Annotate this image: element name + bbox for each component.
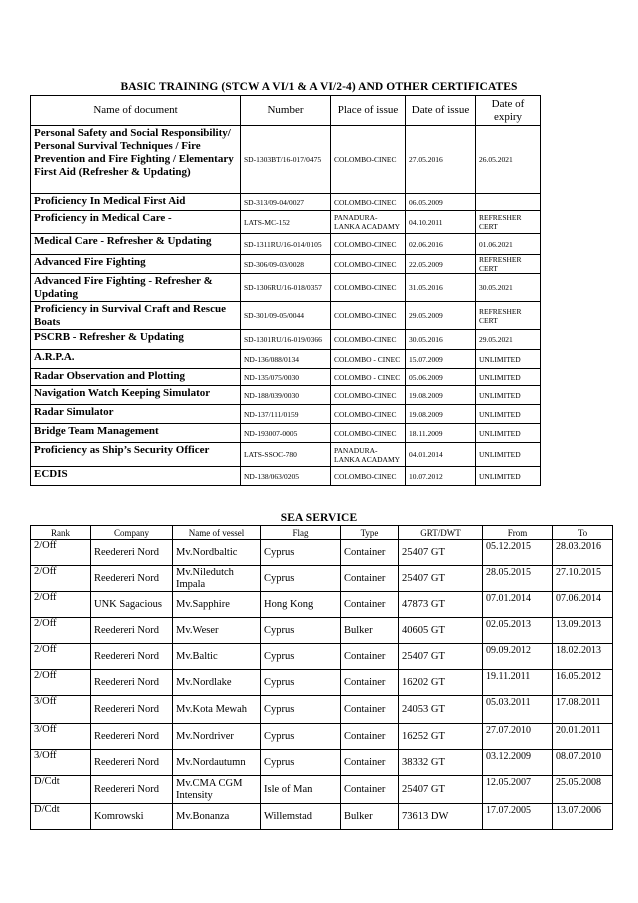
certificate-row xyxy=(31,234,541,255)
certificate-expiry-date: UNLIMITED xyxy=(476,467,541,486)
certificate-issue-date: 29.05.2009 xyxy=(406,302,476,330)
grt-cell: 25407 GT xyxy=(399,566,483,592)
type-cell: Container xyxy=(341,670,399,696)
certificate-expiry-date: UNLIMITED xyxy=(476,443,541,467)
flag-cell: Cyprus xyxy=(261,724,341,750)
type-cell: Container xyxy=(341,750,399,776)
flag-cell: Cyprus xyxy=(261,750,341,776)
company-cell: Reedereri Nord xyxy=(91,776,173,804)
certificate-place: COLOMBO-CINEC xyxy=(331,234,406,255)
company-cell: Reedereri Nord xyxy=(91,696,173,724)
header-number: Number xyxy=(241,96,331,126)
certificate-place: COLOMBO-CINEC xyxy=(331,386,406,405)
certificate-expiry-date: 26.05.2021 xyxy=(476,126,541,194)
certificate-place: COLOMBO - CINEC xyxy=(331,369,406,386)
certificate-issue-date: 22.05.2009 xyxy=(406,255,476,274)
certificate-number: ND-193007-0005 xyxy=(241,424,331,443)
header-type: Type xyxy=(341,526,399,540)
grt-cell: 24053 GT xyxy=(399,696,483,724)
from-date-cell: 09.09.2012 xyxy=(483,644,553,670)
certificate-number: ND-138/063/0205 xyxy=(241,467,331,486)
certificate-name: Proficiency in Medical Care - xyxy=(31,211,241,234)
company-cell: Reedereri Nord xyxy=(91,670,173,696)
certificate-name: Radar Observation and Plotting xyxy=(31,369,241,386)
header-to: To xyxy=(553,526,613,540)
company-cell: Komrowski xyxy=(91,804,173,830)
from-date-cell: 03.12.2009 xyxy=(483,750,553,776)
to-date-cell: 13.09.2013 xyxy=(553,618,613,644)
rank-cell: 2/Off xyxy=(31,670,91,696)
to-date-cell: 16.05.2012 xyxy=(553,670,613,696)
from-date-cell: 05.03.2011 xyxy=(483,696,553,724)
sea-service-row xyxy=(31,618,613,644)
certificate-expiry-date: 30.05.2021 xyxy=(476,274,541,302)
from-date-cell: 05.12.2015 xyxy=(483,540,553,566)
certificate-issue-date: 06.05.2009 xyxy=(406,194,476,211)
header-vessel: Name of vessel xyxy=(173,526,261,540)
certificate-number: LATS-MC-152 xyxy=(241,211,331,234)
certificate-place: COLOMBO-CINEC xyxy=(331,302,406,330)
sea-service-header-row xyxy=(31,526,613,540)
certificate-expiry-date: UNLIMITED xyxy=(476,386,541,405)
certificate-row xyxy=(31,350,541,369)
rank-cell: 3/Off xyxy=(31,750,91,776)
flag-cell: Willemstad xyxy=(261,804,341,830)
to-date-cell: 07.06.2014 xyxy=(553,592,613,618)
to-date-cell: 28.03.2016 xyxy=(553,540,613,566)
to-date-cell: 08.07.2010 xyxy=(553,750,613,776)
to-date-cell: 18.02.2013 xyxy=(553,644,613,670)
certificate-place: COLOMBO-CINEC xyxy=(331,424,406,443)
to-date-cell: 20.01.2011 xyxy=(553,724,613,750)
certificate-name: A.R.P.A. xyxy=(31,350,241,369)
certificate-number: SD-306/09-03/0028 xyxy=(241,255,331,274)
to-date-cell: 25.05.2008 xyxy=(553,776,613,804)
sea-service-table xyxy=(30,525,613,830)
sea-service-row xyxy=(31,592,613,618)
vessel-cell: Mv.Nordbaltic xyxy=(173,540,261,566)
sea-service-row xyxy=(31,566,613,592)
type-cell: Bulker xyxy=(341,804,399,830)
certificate-issue-date: 27.05.2016 xyxy=(406,126,476,194)
flag-cell: Isle of Man xyxy=(261,776,341,804)
company-cell: Reedereri Nord xyxy=(91,566,173,592)
certificate-place: COLOMBO - CINEC xyxy=(331,350,406,369)
vessel-cell: Mv.Bonanza xyxy=(173,804,261,830)
certificate-name: Proficiency In Medical First Aid xyxy=(31,194,241,211)
certificate-name: Navigation Watch Keeping Simulator xyxy=(31,386,241,405)
certificate-row xyxy=(31,467,541,486)
flag-cell: Hong Kong xyxy=(261,592,341,618)
certificate-row xyxy=(31,386,541,405)
certificate-row xyxy=(31,302,541,330)
certificate-name: Bridge Team Management xyxy=(31,424,241,443)
certificate-number: SD-1306RU/16-018/0357 xyxy=(241,274,331,302)
header-name-of-document: Name of document xyxy=(31,96,241,126)
type-cell: Container xyxy=(341,644,399,670)
certificate-name: Proficiency in Survival Craft and Rescue Boats xyxy=(31,302,241,330)
type-cell: Container xyxy=(341,592,399,618)
certificate-issue-date: 30.05.2016 xyxy=(406,330,476,350)
grt-cell: 16202 GT xyxy=(399,670,483,696)
from-date-cell: 19.11.2011 xyxy=(483,670,553,696)
certificates-table xyxy=(30,95,541,486)
certificate-place: PANADURA-LANKA ACADAMY xyxy=(331,443,406,467)
certificate-issue-date: 10.07.2012 xyxy=(406,467,476,486)
to-date-cell: 13.07.2006 xyxy=(553,804,613,830)
from-date-cell: 27.07.2010 xyxy=(483,724,553,750)
certificate-number: ND-136/088/0134 xyxy=(241,350,331,369)
vessel-cell: Mv.Weser xyxy=(173,618,261,644)
certificate-expiry-date: 01.06.2021 xyxy=(476,234,541,255)
company-cell: Reedereri Nord xyxy=(91,618,173,644)
flag-cell: Cyprus xyxy=(261,566,341,592)
certificate-row xyxy=(31,369,541,386)
grt-cell: 40605 GT xyxy=(399,618,483,644)
vessel-cell: Mv.Nordautumn xyxy=(173,750,261,776)
type-cell: Bulker xyxy=(341,618,399,644)
type-cell: Container xyxy=(341,566,399,592)
certificate-expiry-date: REFRESHER CERT xyxy=(476,302,541,330)
certificate-place: COLOMBO-CINEC xyxy=(331,467,406,486)
certificate-number: SD-301/09-05/0044 xyxy=(241,302,331,330)
to-date-cell: 27.10.2015 xyxy=(553,566,613,592)
rank-cell: 3/Off xyxy=(31,724,91,750)
grt-cell: 73613 DW xyxy=(399,804,483,830)
from-date-cell: 17.07.2005 xyxy=(483,804,553,830)
rank-cell: D/Cdt xyxy=(31,804,91,830)
rank-cell: 2/Off xyxy=(31,592,91,618)
certificate-place: COLOMBO-CINEC xyxy=(331,255,406,274)
sea-service-title: SEA SERVICE xyxy=(280,512,358,524)
from-date-cell: 12.05.2007 xyxy=(483,776,553,804)
certificate-place: COLOMBO-CINEC xyxy=(331,405,406,424)
sea-service-row xyxy=(31,724,613,750)
certificate-name: Advanced Fire Fighting - Refresher & Updating xyxy=(31,274,241,302)
from-date-cell: 07.01.2014 xyxy=(483,592,553,618)
certificate-issue-date: 19.08.2009 xyxy=(406,386,476,405)
type-cell: Container xyxy=(341,776,399,804)
grt-cell: 47873 GT xyxy=(399,592,483,618)
vessel-cell: Mv.Baltic xyxy=(173,644,261,670)
vessel-cell: Mv.Kota Mewah xyxy=(173,696,261,724)
certificate-issue-date: 02.06.2016 xyxy=(406,234,476,255)
certificate-expiry-date xyxy=(476,194,541,211)
sea-service-row xyxy=(31,670,613,696)
certificate-name: Proficiency as Ship’s Security Officer xyxy=(31,443,241,467)
flag-cell: Cyprus xyxy=(261,670,341,696)
flag-cell: Cyprus xyxy=(261,618,341,644)
certificate-place: COLOMBO-CINEC xyxy=(331,126,406,194)
rank-cell: 2/Off xyxy=(31,566,91,592)
header-rank: Rank xyxy=(31,526,91,540)
rank-cell: 2/Off xyxy=(31,540,91,566)
rank-cell: D/Cdt xyxy=(31,776,91,804)
certificate-issue-date: 15.07.2009 xyxy=(406,350,476,369)
type-cell: Container xyxy=(341,540,399,566)
certificate-place: COLOMBO-CINEC xyxy=(331,274,406,302)
certificate-expiry-date: 29.05.2021 xyxy=(476,330,541,350)
certificate-name: ECDIS xyxy=(31,467,241,486)
certificate-row xyxy=(31,274,541,302)
header-company: Company xyxy=(91,526,173,540)
from-date-cell: 28.05.2015 xyxy=(483,566,553,592)
header-flag: Flag xyxy=(261,526,341,540)
certificate-name: Radar Simulator xyxy=(31,405,241,424)
certificate-number: SD-1301RU/16-019/0366 xyxy=(241,330,331,350)
certificate-number: LATS-SSOC-780 xyxy=(241,443,331,467)
certificate-place: PANADURA-LANKA ACADAMY xyxy=(331,211,406,234)
certificate-expiry-date: UNLIMITED xyxy=(476,405,541,424)
grt-cell: 25407 GT xyxy=(399,644,483,670)
certificate-name: PSCRB - Refresher & Updating xyxy=(31,330,241,350)
flag-cell: Cyprus xyxy=(261,540,341,566)
certificate-issue-date: 18.11.2009 xyxy=(406,424,476,443)
certificate-issue-date: 19.08.2009 xyxy=(406,405,476,424)
company-cell: Reedereri Nord xyxy=(91,540,173,566)
vessel-cell: Mv.CMA CGM Intensity xyxy=(173,776,261,804)
flag-cell: Cyprus xyxy=(261,644,341,670)
certificate-row xyxy=(31,194,541,211)
certificate-place: COLOMBO-CINEC xyxy=(331,330,406,350)
certificate-expiry-date: REFRESHER CERT xyxy=(476,211,541,234)
type-cell: Container xyxy=(341,724,399,750)
certificate-number: SD-1303BT/16-017/0475 xyxy=(241,126,331,194)
rank-cell: 2/Off xyxy=(31,618,91,644)
sea-service-row xyxy=(31,644,613,670)
certificate-row xyxy=(31,424,541,443)
grt-cell: 38332 GT xyxy=(399,750,483,776)
certificate-expiry-date: UNLIMITED xyxy=(476,350,541,369)
sea-service-row xyxy=(31,696,613,724)
certificate-issue-date: 31.05.2016 xyxy=(406,274,476,302)
vessel-cell: Mv.Nordriver xyxy=(173,724,261,750)
sea-service-row xyxy=(31,540,613,566)
certificate-row xyxy=(31,211,541,234)
certificate-number: ND-137/111/0159 xyxy=(241,405,331,424)
certificate-expiry-date: REFRESHER CERT xyxy=(476,255,541,274)
certificates-header-row xyxy=(31,96,541,126)
grt-cell: 25407 GT xyxy=(399,776,483,804)
certificate-name: Personal Safety and Social Responsibility/ Personal Survival Techniques / Fire Prevention and Fire Fighting / Elementary First Aid (Refresher & Updating) xyxy=(31,126,241,194)
certificate-expiry-date: UNLIMITED xyxy=(476,369,541,386)
header-date-of-issue: Date of issue xyxy=(406,96,476,126)
rank-cell: 2/Off xyxy=(31,644,91,670)
certificate-row xyxy=(31,443,541,467)
certificate-issue-date: 04.01.2014 xyxy=(406,443,476,467)
vessel-cell: Mv.Sapphire xyxy=(173,592,261,618)
certificate-expiry-date: UNLIMITED xyxy=(476,424,541,443)
company-cell: Reedereri Nord xyxy=(91,750,173,776)
from-date-cell: 02.05.2013 xyxy=(483,618,553,644)
certificate-row xyxy=(31,255,541,274)
grt-cell: 16252 GT xyxy=(399,724,483,750)
certificate-number: ND-135/075/0030 xyxy=(241,369,331,386)
sea-service-row xyxy=(31,776,613,804)
vessel-cell: Mv.Nordlake xyxy=(173,670,261,696)
sea-service-row xyxy=(31,804,613,830)
to-date-cell: 17.08.2011 xyxy=(553,696,613,724)
company-cell: UNK Sagacious xyxy=(91,592,173,618)
certificate-row xyxy=(31,126,541,194)
certificate-issue-date: 05.06.2009 xyxy=(406,369,476,386)
rank-cell: 3/Off xyxy=(31,696,91,724)
certificates-title: BASIC TRAINING (STCW A VI/1 & A VI/2-4) AND OTHER CERTIFICATES xyxy=(120,81,518,93)
type-cell: Container xyxy=(341,696,399,724)
certificate-issue-date: 04.10.2011 xyxy=(406,211,476,234)
certificate-name: Medical Care - Refresher & Updating xyxy=(31,234,241,255)
certificate-number: SD-1311RU/16-014/0105 xyxy=(241,234,331,255)
grt-cell: 25407 GT xyxy=(399,540,483,566)
sea-service-row xyxy=(31,750,613,776)
certificate-place: COLOMBO-CINEC xyxy=(331,194,406,211)
header-grt-dwt: GRT/DWT xyxy=(399,526,483,540)
certificate-name: Advanced Fire Fighting xyxy=(31,255,241,274)
certificate-row xyxy=(31,330,541,350)
header-place-of-issue: Place of issue xyxy=(331,96,406,126)
header-date-of-expiry: Date of expiry xyxy=(476,96,541,126)
certificate-number: ND-188/039/0030 xyxy=(241,386,331,405)
certificate-row xyxy=(31,405,541,424)
company-cell: Reedereri Nord xyxy=(91,724,173,750)
certificate-number: SD-313/09-04/0027 xyxy=(241,194,331,211)
header-from: From xyxy=(483,526,553,540)
vessel-cell: Mv.Niledutch Impala xyxy=(173,566,261,592)
flag-cell: Cyprus xyxy=(261,696,341,724)
company-cell: Reedereri Nord xyxy=(91,644,173,670)
